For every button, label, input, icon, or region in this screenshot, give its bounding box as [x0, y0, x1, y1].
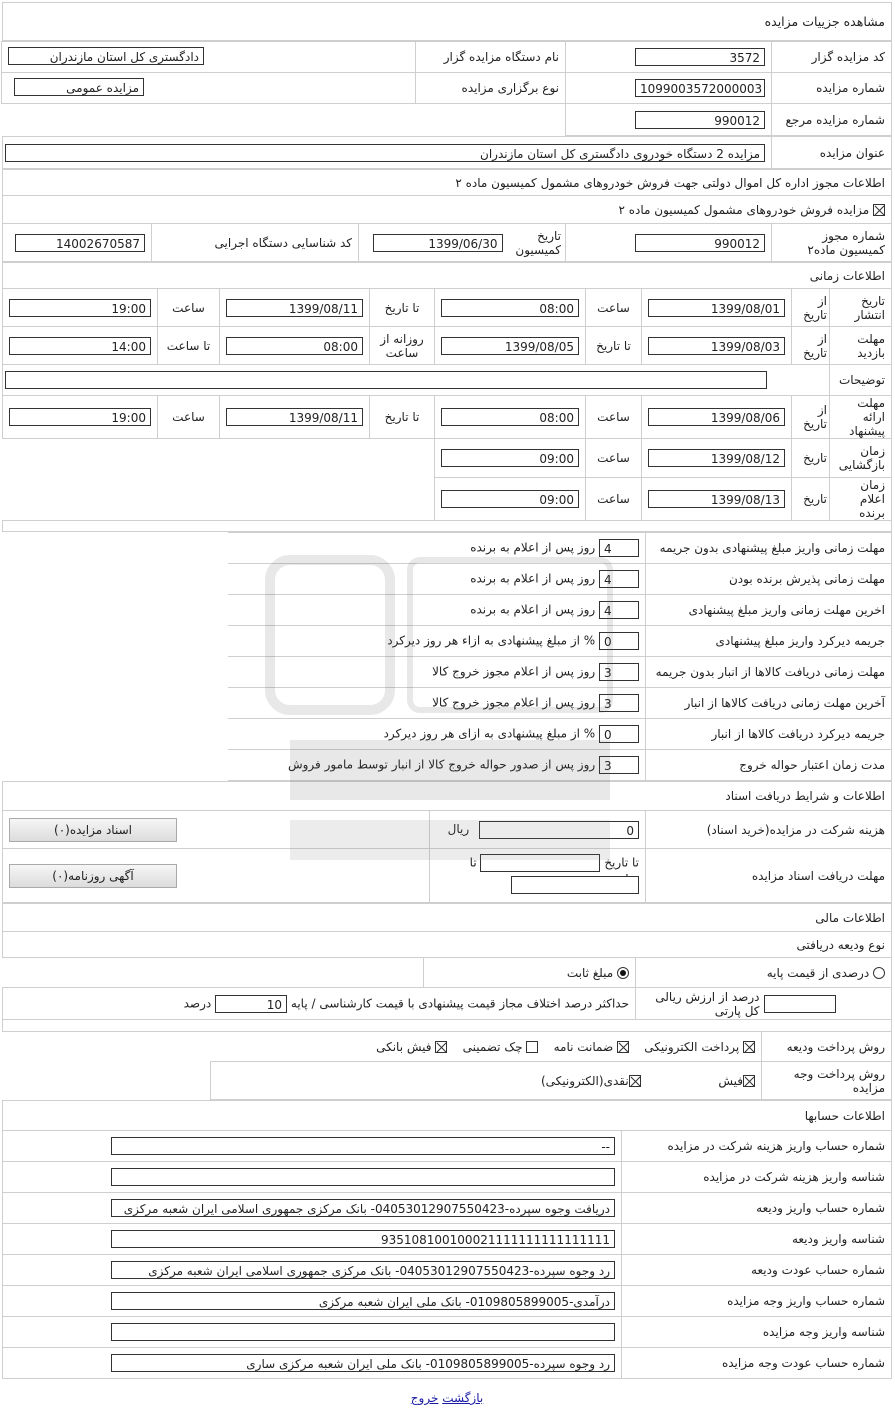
- offer-from-field[interactable]: 1399/08/06: [648, 408, 785, 426]
- publish-from-field[interactable]: 1399/08/01: [648, 299, 785, 317]
- bank-slip-checkbox[interactable]: [435, 1041, 447, 1053]
- percent-text: درصد از ارزش ریالی کل پارتی: [636, 988, 762, 1020]
- deadline-row: [3, 719, 892, 750]
- license-heading: اطلاعات مجوز اداره کل اموال دولتی جهت فروش خودروهای مشمول کمیسیون ماده ۲: [3, 170, 892, 196]
- license-section: [2, 169, 892, 262]
- exit-link[interactable]: خروج: [410, 1391, 439, 1405]
- ref-label: شماره مزایده مرجع: [772, 104, 892, 136]
- electronic-pay-label: پرداخت الکترونیکی: [644, 1039, 740, 1054]
- fee-unit: ریال: [447, 822, 470, 836]
- deadline-label: اخرین مهلت زمانی واریز مبلغ پیشنهادی: [646, 595, 892, 626]
- visit-from-label: از تاریخ: [792, 327, 830, 365]
- footer-links: [2, 1391, 892, 1405]
- ref-field[interactable]: 990012: [635, 111, 765, 129]
- winner-label: زمان اعلام برنده: [830, 478, 892, 521]
- deadline-unit: % از مبلغ پیشنهادی به ازای هر روز دیرکرد: [383, 726, 596, 741]
- account-row: [3, 1317, 892, 1348]
- cheque-label: چک تضمینی: [462, 1039, 523, 1054]
- visit-label: مهلت بازدید: [830, 327, 892, 365]
- open-date-field[interactable]: 1399/08/12: [648, 449, 785, 467]
- type-label: نوع برگزاری مزایده: [416, 73, 566, 104]
- deadline-value-field[interactable]: 4: [599, 601, 639, 619]
- finance-heading: اطلاعات مالی: [3, 904, 892, 932]
- cheque-checkbox[interactable]: [526, 1041, 538, 1053]
- commission-date-field[interactable]: 1399/06/30: [373, 234, 503, 252]
- deadline-value-field[interactable]: 4: [599, 570, 639, 588]
- offer-to-field[interactable]: 1399/08/11: [226, 408, 363, 426]
- deadline-value-field[interactable]: 0: [599, 632, 639, 650]
- pay-method-label: روش پرداخت ودیعه: [762, 1032, 892, 1062]
- deadline-label: مهلت زمانی دریافت کالاها از انبار بدون جریمه: [646, 657, 892, 688]
- winner-time-label: ساعت: [586, 478, 642, 521]
- account-label: شماره حساب واریز ودیعه: [622, 1193, 892, 1224]
- account-field[interactable]: درآمدی-0109805899005- بانک ملی ایران شعبه مرکزی: [111, 1292, 615, 1310]
- cash-label: نقدی(الکترونیکی): [540, 1073, 629, 1088]
- account-row: [3, 1193, 892, 1224]
- deadline-unit: روز پس از اعلام به برنده: [470, 602, 596, 617]
- deadline-unit: روز پس از اعلام مجوز خروج کالا: [432, 664, 596, 679]
- guarantee-label: ضمانت نامه: [553, 1039, 614, 1054]
- offer-from-time-field[interactable]: 08:00: [441, 408, 579, 426]
- deposit-type-label: نوع ودیعه دریافتی: [3, 932, 892, 958]
- visit-to-label: تا تاریخ: [586, 327, 642, 365]
- account-field[interactable]: رد وجوه سپرده-0109805899005- بانک ملی ایران شعبه مرکزی ساری: [111, 1354, 615, 1372]
- account-label: شناسه واریز هزینه شرکت در مزایده: [622, 1162, 892, 1193]
- deadline-label: مهلت زمانی واریز مبلغ پیشنهادی بدون جریمه: [646, 533, 892, 564]
- auction-summary: [1, 41, 892, 136]
- offer-from-label: از تاریخ: [792, 396, 830, 439]
- commission-checkbox[interactable]: [873, 204, 885, 216]
- open-time-label: ساعت: [586, 439, 642, 478]
- publish-to-time-field[interactable]: 19:00: [9, 299, 151, 317]
- visit-from-field[interactable]: 1399/08/03: [648, 337, 785, 355]
- newspaper-ads-button[interactable]: آگهی روزنامه(۰): [9, 864, 177, 888]
- visit-to-time-label: تا ساعت: [158, 327, 220, 365]
- account-label: شماره حساب عودت وجه مزایده: [622, 1348, 892, 1379]
- account-label: شناسه واریز ودیعه: [622, 1224, 892, 1255]
- commission-checkbox-label: مزایده فروش خودروهای مشمول کمیسیون ماده ۲: [618, 202, 870, 217]
- deadline-label: مدت زمان اعتبار حواله خروج: [646, 750, 892, 781]
- deadline-row: [3, 750, 892, 781]
- doc-to-date-field[interactable]: [480, 854, 600, 872]
- winner-date-label: تاریخ: [792, 478, 830, 521]
- type-field[interactable]: مزایده عمومی: [14, 78, 144, 96]
- account-field[interactable]: دریافت وجوه سپرده-0405301290755042‍3- بانک مرکزی جمهوری اسلامی ایران شعبه مرکزی: [111, 1199, 615, 1217]
- deadline-unit: روز پس از صدور حواله خروج کالا از انبار توسط مامور فروش: [287, 757, 596, 772]
- visit-daily-from-field[interactable]: 08:00: [226, 337, 363, 355]
- guarantee-checkbox[interactable]: [617, 1041, 629, 1053]
- publish-from-time-label: ساعت: [586, 289, 642, 327]
- org-code-field[interactable]: 3572: [635, 48, 765, 66]
- slip-checkbox[interactable]: [743, 1075, 755, 1087]
- doc-to-time-field[interactable]: [511, 876, 639, 894]
- page-header: [2, 2, 892, 41]
- page-title: مشاهده جزییات مزایده: [3, 3, 892, 41]
- timing-heading: اطلاعات زمانی: [3, 263, 892, 289]
- timing-section: [2, 262, 892, 532]
- deadline-row: [3, 564, 892, 595]
- account-field[interactable]: --: [111, 1137, 615, 1155]
- docs-heading: اطلاعات و شرایط دریافت اسناد: [3, 782, 892, 811]
- deadline-label: جریمه دیرکرد واریز مبلغ پیشنهادی: [646, 626, 892, 657]
- fixed-radio[interactable]: [617, 967, 629, 979]
- subject-section: [2, 136, 892, 169]
- org-code-label: کد مزایده گزار: [772, 42, 892, 73]
- open-date-label: تاریخ: [792, 439, 830, 478]
- account-field[interactable]: رد وجوه سپرده-0405301290755042‍3- بانک مرکزی جمهوری اسلامی ایران شعبه مرکزی: [111, 1261, 615, 1279]
- deadline-value-field[interactable]: 3: [599, 663, 639, 681]
- account-label: شماره حساب واریز وجه مزایده: [622, 1286, 892, 1317]
- open-label: زمان بازگشایی: [830, 439, 892, 478]
- account-label: شناسه واریز وجه مزایده: [622, 1317, 892, 1348]
- deadlines-section: [2, 532, 892, 781]
- doc-to-date-label: تا تاریخ: [604, 855, 639, 870]
- docs-section: [2, 781, 892, 903]
- auction-no-label: شماره مزایده: [772, 73, 892, 104]
- deadline-row: [3, 657, 892, 688]
- publish-to-time-label: ساعت: [158, 289, 220, 327]
- open-time-field[interactable]: 09:00: [441, 449, 579, 467]
- slip-label: فیش: [718, 1073, 743, 1088]
- subject-field[interactable]: مزایده 2 دستگاه خودروی دادگستری کل استان مازندران: [5, 144, 765, 162]
- fee-field[interactable]: 0: [479, 821, 639, 839]
- account-row: [3, 1255, 892, 1286]
- account-label: شماره حساب واریز هزینه شرکت در مزایده: [622, 1131, 892, 1162]
- fee-label: هزینه شرکت در مزایده(خرید اسناد): [646, 811, 892, 849]
- electronic-pay-checkbox[interactable]: [743, 1041, 755, 1053]
- subject-label: عنوان مزایده: [772, 137, 892, 169]
- period-label: مهلت دریافت اسناد مزایده: [646, 849, 892, 903]
- deadline-value-field[interactable]: 0: [599, 725, 639, 743]
- accounts-section: [2, 1100, 892, 1379]
- visit-daily-label: روزانه از ساعت: [370, 327, 435, 365]
- publish-to-label: تا تاریخ: [370, 289, 435, 327]
- account-row: [3, 1348, 892, 1379]
- deadline-value-field[interactable]: 4: [599, 539, 639, 557]
- winner-date-field[interactable]: 1399/08/13: [648, 490, 785, 508]
- account-row: [3, 1224, 892, 1255]
- cash-checkbox[interactable]: [629, 1075, 641, 1087]
- org-name-label: نام دستگاه مزایده گزار: [416, 42, 566, 73]
- account-field[interactable]: [111, 1168, 615, 1186]
- deadline-unit: % از مبلغ پیشنهادی به ازاء هر روز دیرکرد: [387, 633, 596, 648]
- account-row: [3, 1162, 892, 1193]
- deadline-unit: روز پس از اعلام به برنده: [470, 540, 596, 555]
- publish-to-field[interactable]: 1399/08/11: [226, 299, 363, 317]
- percent-radio-label: درصدی از قیمت پایه: [766, 965, 870, 980]
- back-link[interactable]: بازگشت: [442, 1391, 484, 1405]
- diff-field[interactable]: 10: [215, 995, 287, 1013]
- price-method-label: روش پرداخت وجه مزایده: [762, 1062, 892, 1100]
- deadline-label: جریمه دیرکرد دریافت کالاها از انبار: [646, 719, 892, 750]
- visit-to-field[interactable]: 1399/08/05: [441, 337, 579, 355]
- offer-to-time-label: ساعت: [158, 396, 220, 439]
- offer-label: مهلت ارائه پیشنهاد: [830, 396, 892, 439]
- diff-unit: درصد: [183, 996, 212, 1010]
- publish-label: تاریخ انتشار: [830, 289, 892, 327]
- publish-from-time-field[interactable]: 08:00: [441, 299, 579, 317]
- account-field[interactable]: [111, 1323, 615, 1341]
- accounts-heading: اطلاعات حسابها: [3, 1101, 892, 1131]
- deadline-row: [3, 626, 892, 657]
- deadline-label: مهلت زمانی پذیرش برنده بودن: [646, 564, 892, 595]
- deadline-value-field[interactable]: 3: [599, 756, 639, 774]
- account-row: [3, 1286, 892, 1317]
- exec-id-label: کد شناسایی دستگاه اجرایی: [152, 224, 359, 262]
- doc-to-time-label: تا: [469, 855, 477, 870]
- auction-no-field[interactable]: 1099003572000003: [635, 79, 765, 97]
- bank-slip-label: فیش بانکی: [376, 1039, 432, 1054]
- account-row: [3, 1131, 892, 1162]
- deadline-value-field[interactable]: 3: [599, 694, 639, 712]
- percent-field[interactable]: [764, 995, 836, 1013]
- license-no-field[interactable]: 990012: [635, 234, 765, 252]
- winner-time-field[interactable]: 09:00: [441, 490, 579, 508]
- deadline-unit: روز پس از اعلام به برنده: [470, 571, 596, 586]
- diff-label: حداکثر درصد اختلاف مجاز قیمت پیشنهادی با قیمت کارشناسی / پایه: [290, 996, 629, 1010]
- exec-id-field[interactable]: 14002670587: [15, 234, 145, 252]
- finance-section: [2, 903, 892, 1100]
- visit-daily-to-field[interactable]: 14:00: [9, 337, 151, 355]
- auction-docs-button[interactable]: اسناد مزایده(۰): [9, 818, 177, 842]
- deadline-label: آخرین مهلت زمانی دریافت کالاها از انبار: [646, 688, 892, 719]
- offer-from-time-label: ساعت: [586, 396, 642, 439]
- license-no-label: شماره مجوز کمیسیون ماده۲: [772, 224, 892, 262]
- publish-from-label: از تاریخ: [792, 289, 830, 327]
- account-label: شماره حساب عودت ودیعه: [622, 1255, 892, 1286]
- desc-label: توضیحات: [830, 365, 892, 396]
- commission-date-label: تاریخ کمیسیون: [509, 224, 566, 262]
- desc-field[interactable]: [5, 371, 767, 389]
- percent-radio[interactable]: [873, 967, 885, 979]
- account-field[interactable]: 935108100100021111111111111111: [111, 1230, 615, 1248]
- auction-details-page: [2, 2, 892, 1405]
- deadline-row: [3, 688, 892, 719]
- deadline-row: [3, 595, 892, 626]
- deadline-unit: روز پس از اعلام مجوز خروج کالا: [432, 695, 596, 710]
- deadline-row: [3, 533, 892, 564]
- offer-to-label: تا تاریخ: [370, 396, 435, 439]
- fixed-radio-label: مبلغ ثابت: [566, 965, 614, 980]
- org-name-field[interactable]: دادگستری کل استان مازندران: [8, 47, 204, 65]
- offer-to-time-field[interactable]: 19:00: [9, 408, 151, 426]
